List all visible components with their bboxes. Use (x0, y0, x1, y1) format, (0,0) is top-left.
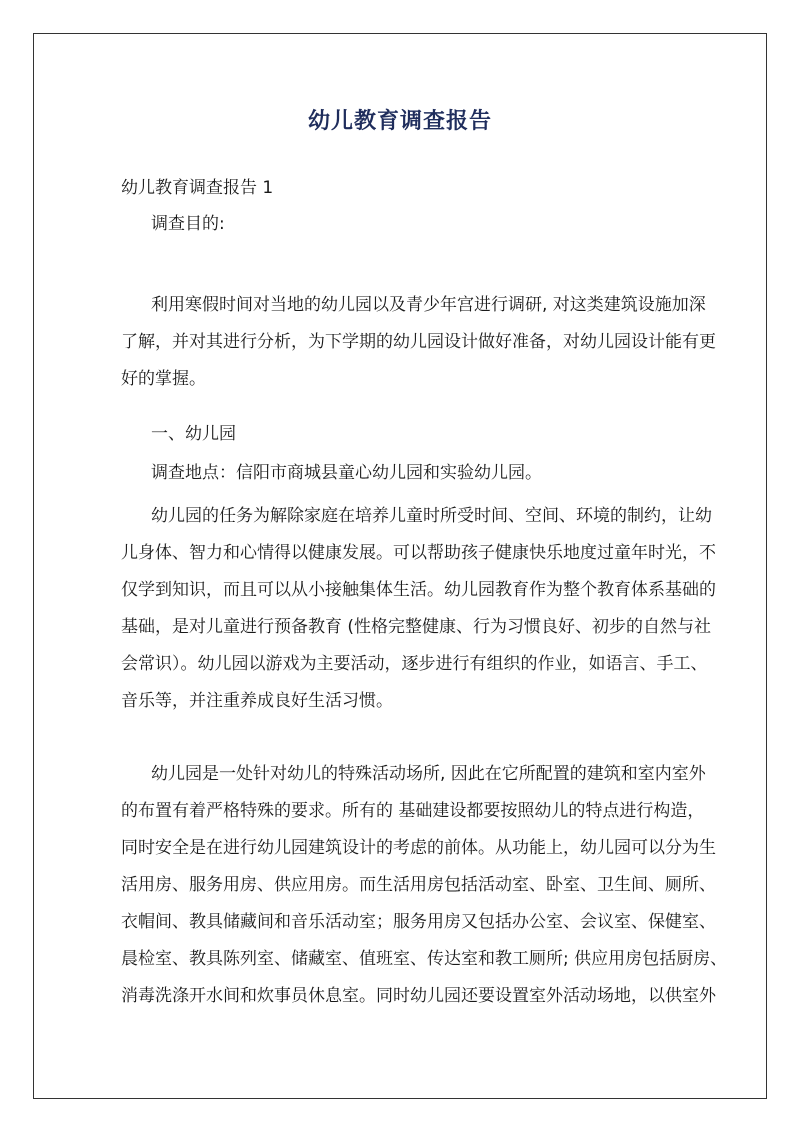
kindergarten-facility-paragraph (121, 756, 728, 1015)
paragraph-line: 消毒洗涤开水间和炊事员休息室。同时幼儿园还要设置室外活动场地，以供室外 (121, 986, 716, 1006)
paragraph-line: 幼儿园是一处针对幼儿的特殊活动场所, 因此在它所配置的建筑和室内室外 (151, 764, 706, 784)
paragraph-line: 同时安全是在进行幼儿园建筑设计的考虑的前体。从功能上，幼儿园可以分为生 (121, 838, 716, 858)
kindergarten-task-paragraph (121, 498, 716, 720)
paragraph-line: 基础，是对儿童进行预备教育 (性格完整健康、行为习惯良好、初步的自然与社 (121, 617, 712, 637)
paragraph-line: 会常识）。幼儿园以游戏为主要活动，逐步进行有组织的作业，如语言、手工、 (121, 654, 708, 674)
paragraph-line: 晨检室、教具陈列室、储藏室、值班室、传达室和教工厕所; 供应用房包括厨房、 (121, 949, 728, 969)
location-text: 调查地点：信阳市商城县童心幼儿园和实验幼儿园。 (151, 463, 542, 483)
report-subtitle: 幼儿教育调查报告 1 (121, 178, 274, 198)
section-heading-text: 一、幼儿园 (151, 424, 236, 444)
paragraph-line: 衣帽间、教具储藏间和音乐活动室；服务用房又包括办公室、会议室、保健室、 (121, 912, 716, 932)
section-heading (121, 416, 691, 453)
paragraph-line: 利用寒假时间对当地的幼儿园以及青少年宫进行调研, 对这类建筑设施加深 (151, 295, 706, 315)
paragraph-line: 好的掌握。 (121, 369, 206, 389)
paragraph-line: 的布置有着严格特殊的要求。所有的 基础建设都要按照幼儿的特点进行构造， (121, 801, 705, 821)
paragraph-line: 仅学到知识，而且可以从小接触集体生活。幼儿园教育作为整个教育体系基础的 (121, 580, 716, 600)
paragraph-line: 了解，并对其进行分析，为下学期的幼儿园设计做好准备，对幼儿园设计能有更 (121, 332, 716, 352)
paragraph-line: 儿身体、智力和心情得以健康发展。可以帮助孩子健康快乐地度过童年时光，不 (121, 543, 716, 563)
paragraph-line: 音乐等，并注重养成良好生活习惯。 (121, 691, 393, 711)
paragraph-line: 幼儿园的任务为解除家庭在培养儿童时所受时间、空间、环境的制约，让幼 (151, 506, 712, 526)
purpose-paragraph (121, 287, 716, 398)
paragraph-line: 活用房、服务用房、供应用房。而生活用房包括活动室、卧室、卫生间、厕所、 (121, 875, 716, 895)
location-paragraph (121, 455, 691, 492)
purpose-heading-text: 调查目的: (151, 214, 225, 234)
document-title: 幼儿教育调查报告 (307, 109, 492, 134)
purpose-heading (121, 206, 691, 243)
